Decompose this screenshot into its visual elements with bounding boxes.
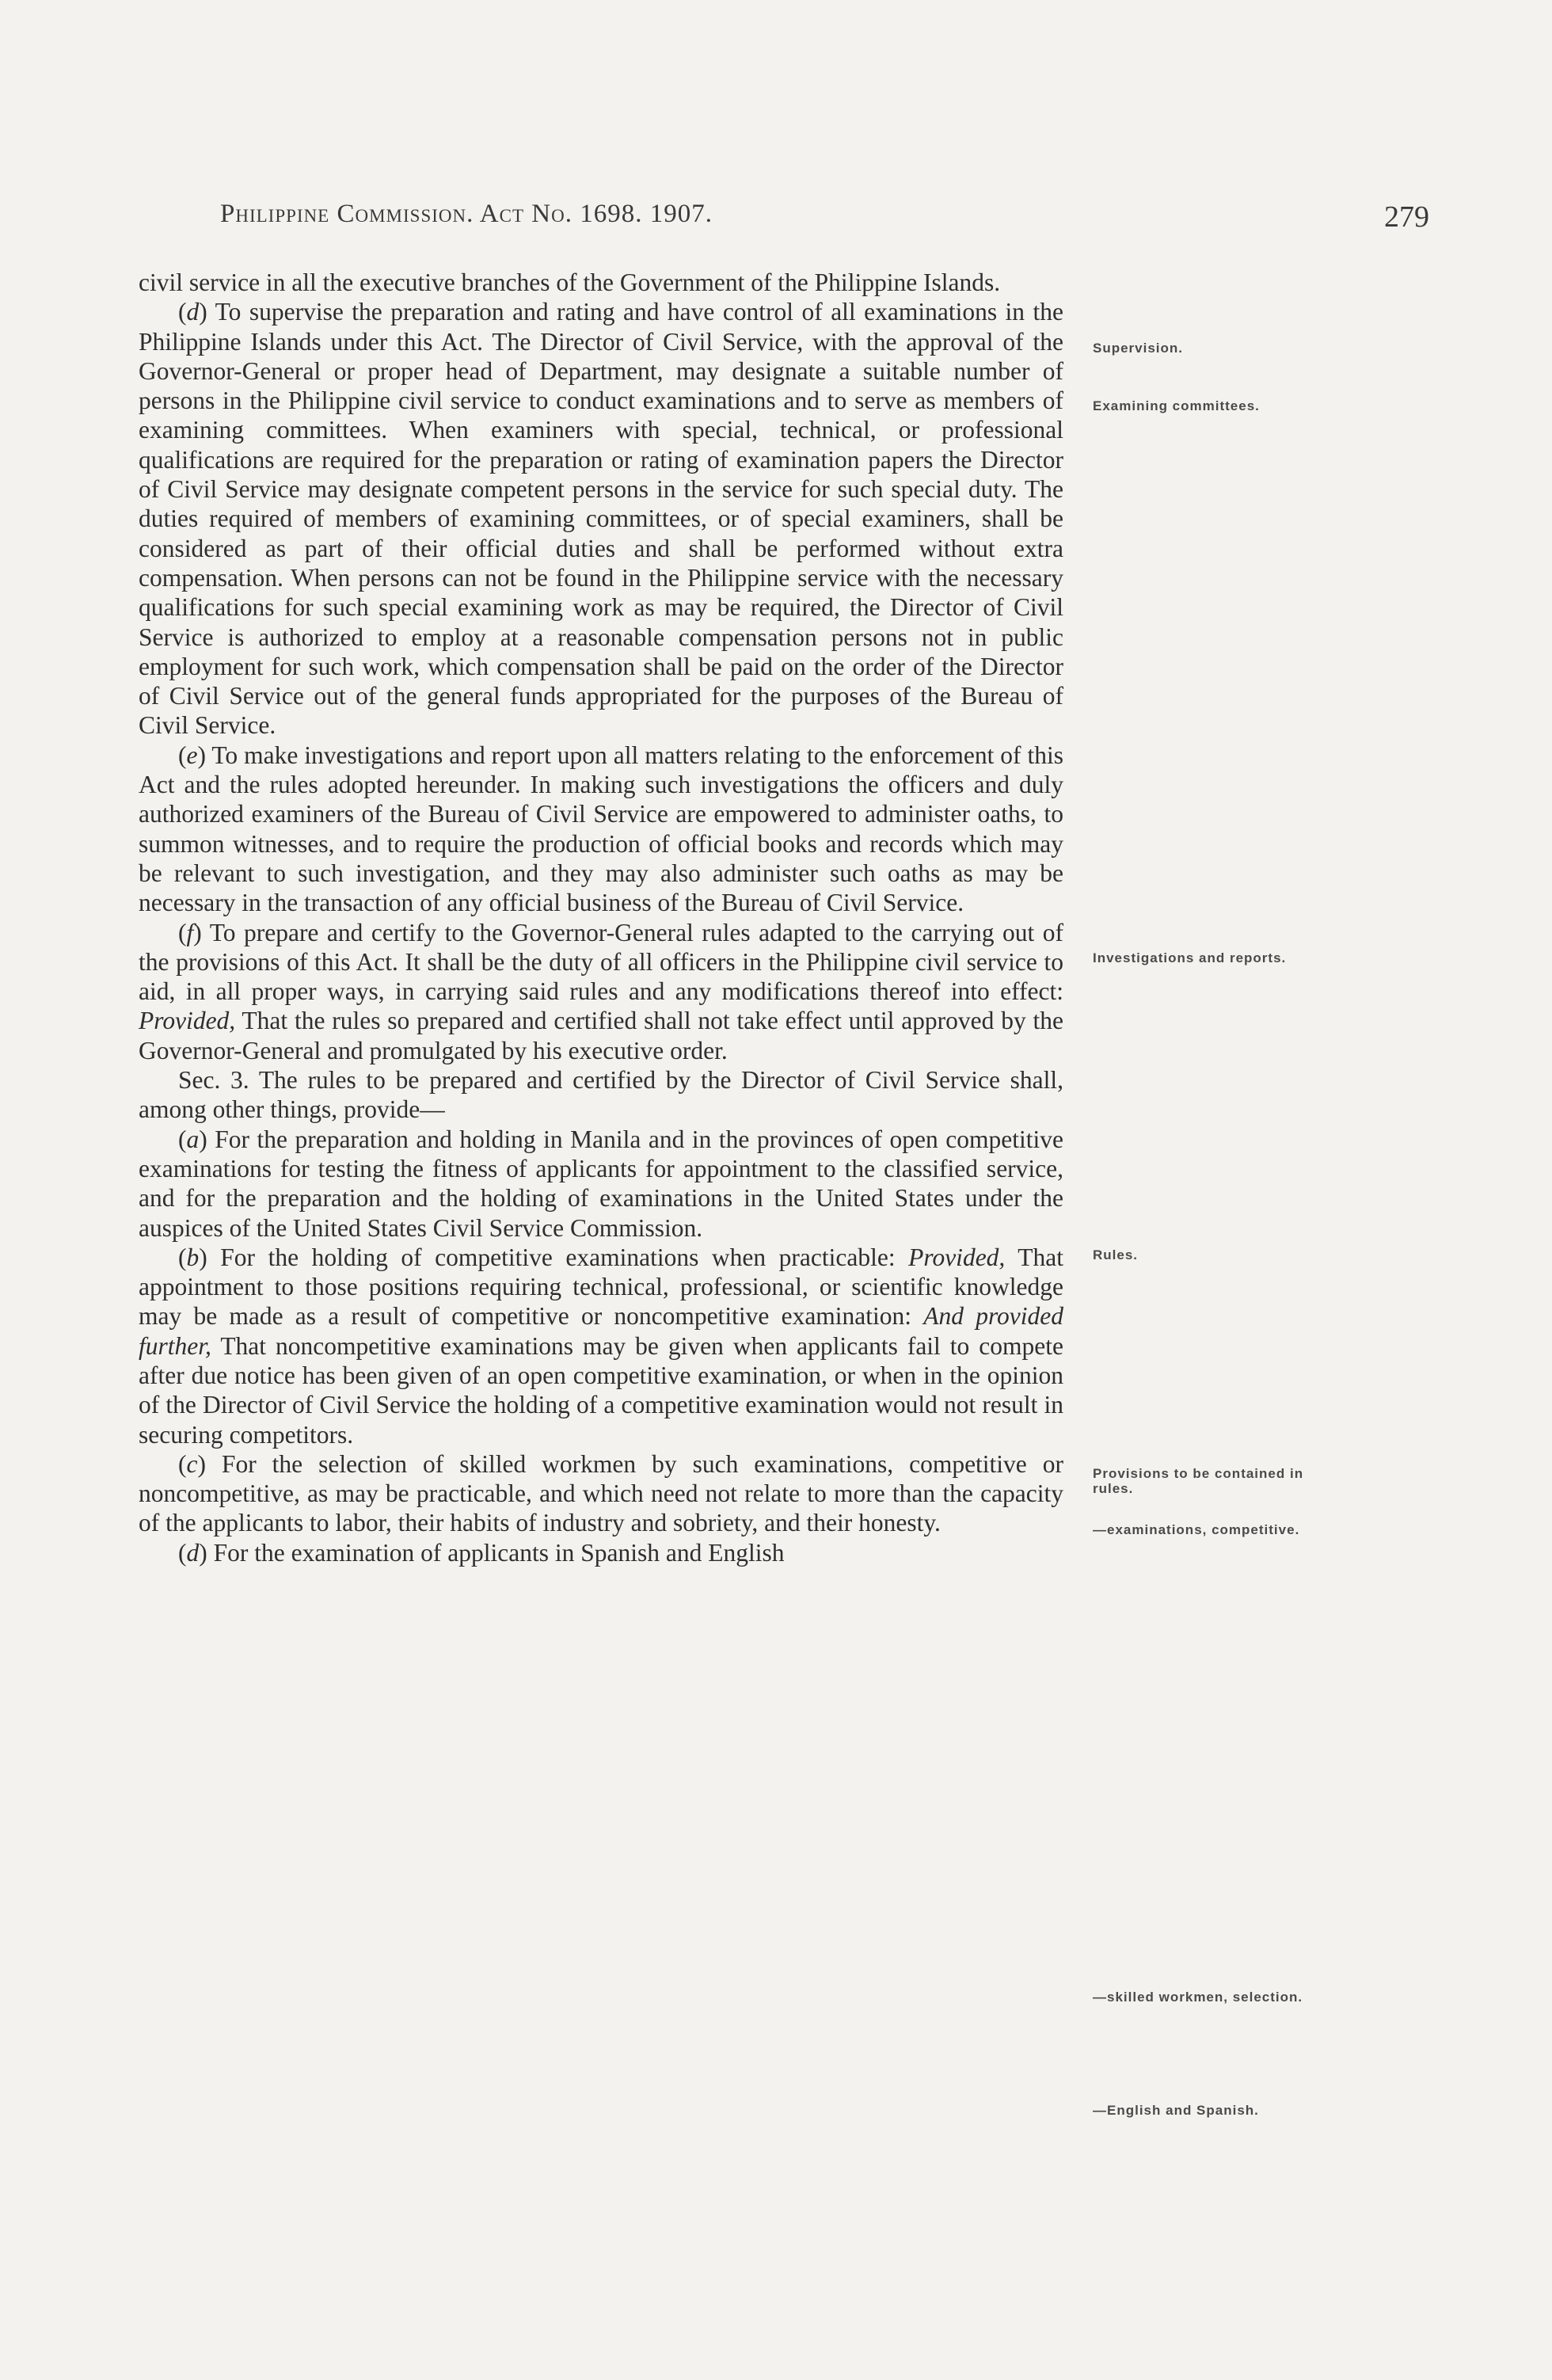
margin-note-english-spanish: —English and Spanish. <box>1093 2103 1259 2118</box>
text-run: ( <box>178 1538 187 1567</box>
text-run: ) To prepare and certify to the Governor-General rules adapted to the carrying out of the provisions of this Act. It shall be the duty of all officers in the Philippine civil service to aid, in all proper ways, in carrying said rules and any modifications thereof into effect: <box>139 918 1063 1006</box>
text-run: ) To supervise the preparation and rating and have control of all examinations in the Philippine Islands under this Act. The Director of Civil Service, with the approval of the Governor-General or proper head of Department, may designate a suitable number of persons in the Philippine civil service to conduct examinations and to serve as members of examining committees. When examiners with special, technical, or professional qualifications are required for the preparation or rating of examination papers the Director of Civil Service may designate competent persons in the service for such special duty. The duties required of members of examining committees, or of special examiners, shall be considered as part of their official duties and shall be performed without extra compensation. When persons can not be found in the Philippine service with the necessary qualifications for such special examining work as may be required, the Director of Civil Service is authorized to employ at a reasonable compensation persons not in public employment for such work, which compensation shall be paid on the order of the Director of Civil Service out of the general funds appropriated for the purposes of the Bureau of Civil Service. <box>139 298 1063 740</box>
margin-note-examining-committees: Examining committees. <box>1093 398 1260 413</box>
margin-note-skilled-workmen: —skilled workmen, selection. <box>1093 1990 1303 2005</box>
italic-text: d <box>186 1538 200 1567</box>
body-text <box>139 268 1063 1567</box>
margin-note-rules: Rules. <box>1093 1247 1139 1262</box>
margin-note-examinations-competitive: —examinations, competitive. <box>1093 1522 1300 1537</box>
page-number: 279 <box>1384 200 1429 234</box>
paragraph-p5 <box>139 1125 1063 1243</box>
italic-text: f <box>186 918 194 946</box>
text-run: ) To make investigations and report upon all matters relating to the enforcement of this Act and the rules adopted hereunder. In making such investigations the officers and duly authorized examiners of the Bureau of Civil Service are empowered to administer oaths, to summon witnesses, and to require the production of official books and records which may be relevant to such investigation, and they may also administer such oaths as may be necessary in the transaction of any official business of the Bureau of Civil Service. <box>139 741 1063 917</box>
text-run: ) For the preparation and holding in Manila and in the provinces of open competitive examinations for testing the fitness of applicants for appointment to the classified service, and for the preparation and the holding of examinations in the United States under the auspices of the United States Civil Service Commission. <box>139 1125 1063 1242</box>
text-run: ( <box>178 918 187 946</box>
text-run: ) For the holding of competitive examinations when practicable: <box>199 1243 909 1271</box>
text-run: ( <box>178 298 187 326</box>
text-run: That the rules so prepared and certified shall not take effect until approved by the Governor-General and promulgated by his executive order. <box>139 1007 1063 1064</box>
italic-text: d <box>186 298 200 326</box>
margin-note-provisions: Provisions to be contained in rules. <box>1093 1466 1304 1496</box>
italic-text: Provided, <box>908 1243 1006 1271</box>
text-run: civil service in all the executive branches of the Government of the Philippine Islands. <box>139 268 1001 296</box>
italic-text: c <box>186 1449 198 1478</box>
text-run: ) For the examination of applicants in Spanish and English <box>199 1538 785 1567</box>
paragraph-p3 <box>139 918 1063 1065</box>
paragraph-p4 <box>139 1065 1063 1125</box>
text-run: That appointment to those positions requiring technical, professional, or scientific knowledge may be made as a result of competitive or noncompetitive examination: <box>139 1243 1063 1331</box>
paragraph-p0 <box>139 268 1063 297</box>
margin-note-supervision: Supervision. <box>1093 341 1184 356</box>
text-run: ( <box>178 741 187 769</box>
italic-text: Provided, <box>139 1007 236 1035</box>
italic-text: a <box>186 1125 200 1153</box>
running-header: Philippine Commission. Act No. 1698. 1907. <box>220 200 713 228</box>
paragraph-p2 <box>139 741 1063 918</box>
text-run: ) For the selection of skilled workmen by such examinations, competitive or noncompetitive, as may be practicable, and which need not relate to more than the capacity of the applicants to labor, their habits of industry and sobriety, and their honesty. <box>139 1449 1063 1537</box>
text-run: That noncompetitive examinations may be given when applicants fail to compete after due notice has been given of an open competitive examination, or when in the opinion of the Director of Civil Service the holding of a competitive examination would not result in securing competitors. <box>139 1331 1063 1449</box>
text-run: ( <box>178 1449 187 1478</box>
text-run: Sec. 3. The rules to be prepared and certified by the Director of Civil Service shall, among other things, provide— <box>139 1066 1063 1124</box>
paragraph-p7 <box>139 1449 1063 1538</box>
text-run: ( <box>178 1243 187 1271</box>
paragraph-p1 <box>139 297 1063 740</box>
text-run: ( <box>178 1125 187 1153</box>
paragraph-p8 <box>139 1538 1063 1567</box>
italic-text: And provided further, <box>139 1302 1064 1360</box>
italic-text: e <box>186 741 198 769</box>
paragraph-p6 <box>139 1243 1063 1449</box>
italic-text: b <box>186 1243 200 1271</box>
margin-note-investigations: Investigations and reports. <box>1093 950 1287 965</box>
